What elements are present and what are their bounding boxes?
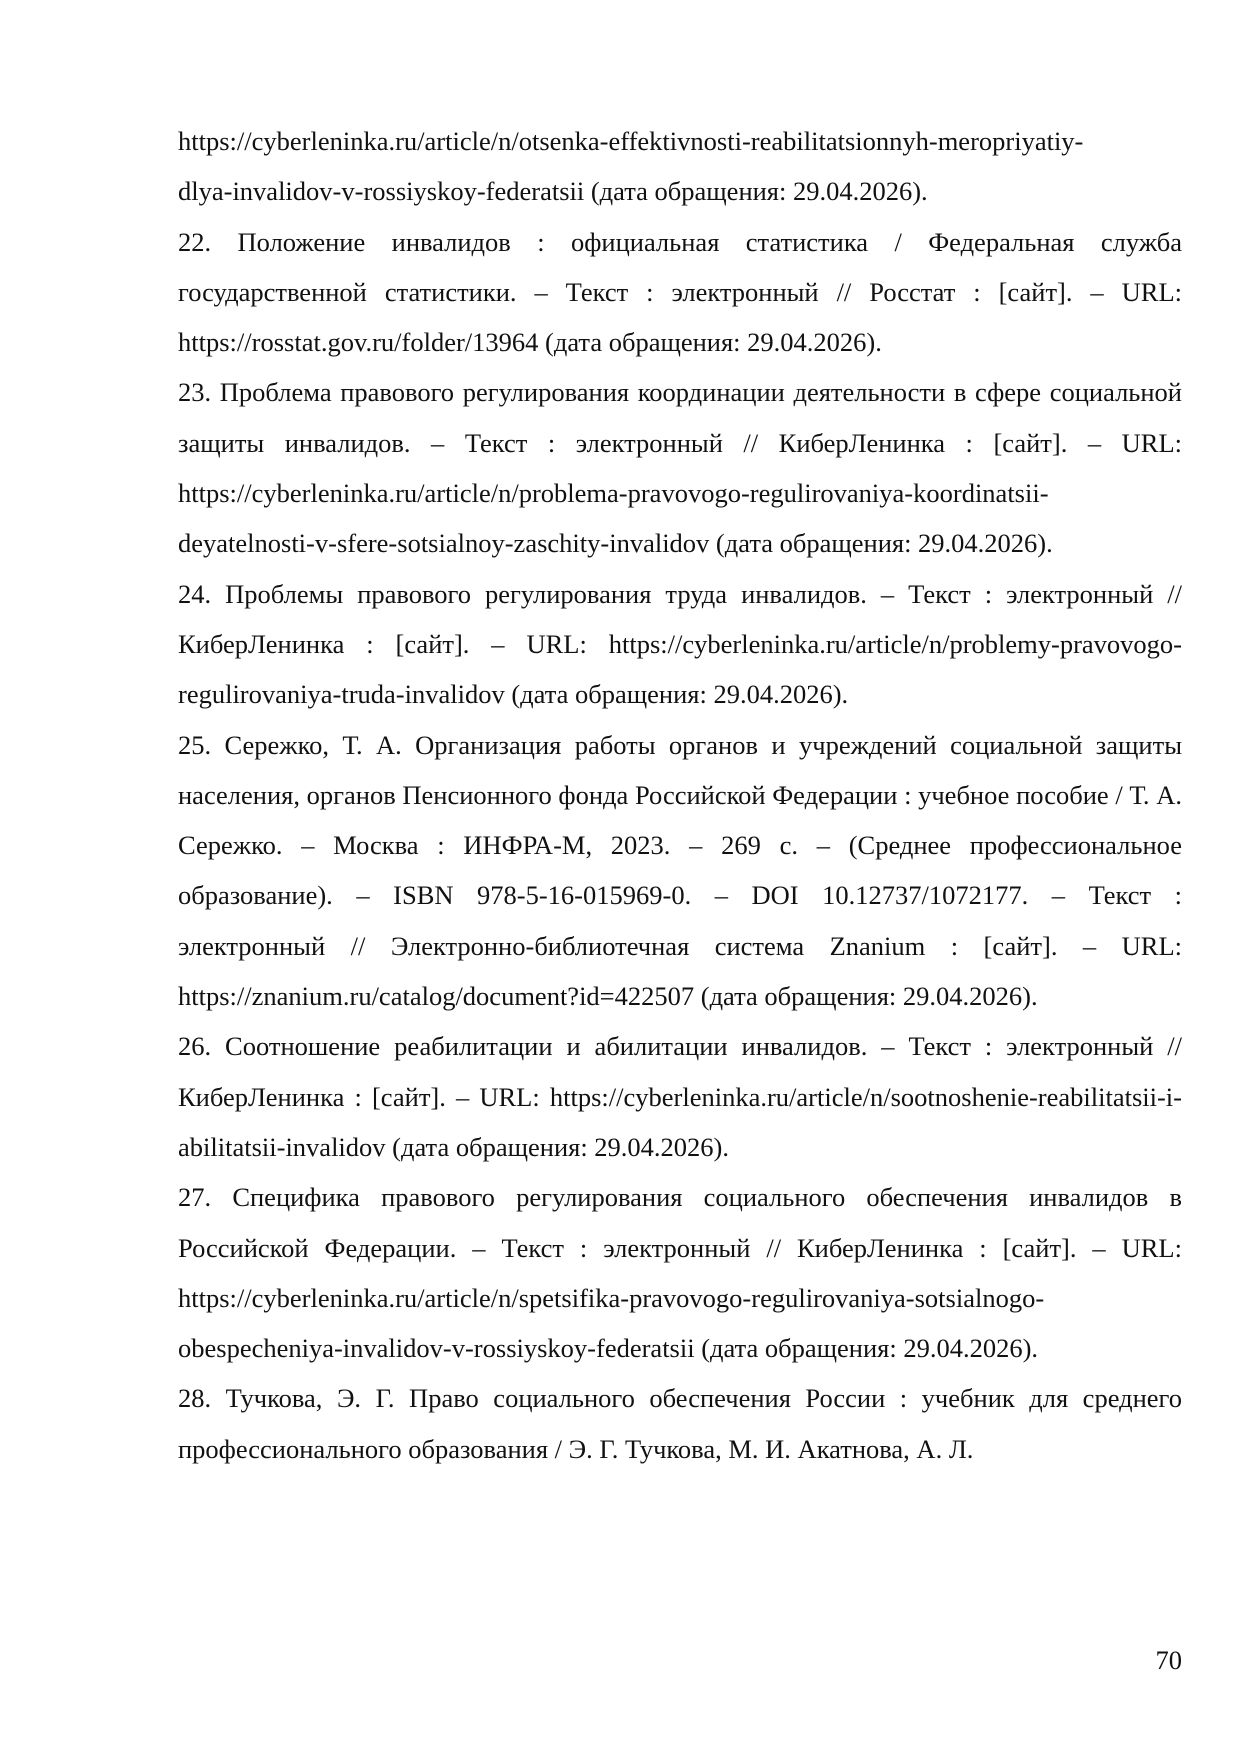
bibliography-entry-22: 22. Положение инвалидов : официальная статистика / Федеральная служба государственной статистики. – Текст : электронный // Росстат : [сайт]. – URL: https://rosstat.gov.ru/folder/13964 (дата обращения: 29.04.2026). [178,226,1182,358]
bibliography-entry-27: 27. Специфика правового регулирования социального обеспечения инвалидов в Российской Федерации. – Текст : электронный // КиберЛенинка : [сайт]. – URL: https://cyberleninka.ru/article/n/spetsifika-pravovogo-regulirovaniya-sotsialnogo-obespecheniya-invalidov-v-rossiyskoy-federatsii (дата обращения: 29.04.2026). [178,1182,1182,1364]
bibliography-entry-26: 26. Соотношение реабилитации и абилитации инвалидов. – Текст : электронный // КиберЛенинка : [сайт]. – URL: https://cyberleninka.ru/article/n/sootnoshenie-reabilitatsii-i-abilitatsii-invalidov (дата обращения: 29.04.2026). [178,1031,1182,1162]
bibliography-entry-23: 23. Проблема правового регулирования координации деятельности в сфере социальной защиты инвалидов. – Текст : электронный // КиберЛенинка : [сайт]. – URL: https://cyberleninka.ru/article/n/problema-pravovogo-regulirovaniya-koordinatsii-deyatelnosti-v-sfere-sotsialnoy-zaschity-invalidov (дата обращения: 29.04.2026). [178,377,1182,559]
bibliography-entry-25: 25. Сережко, Т. А. Организация работы органов и учреждений социальной защиты населения, органов Пенсионного фонда Российской Федерации : учебное пособие / Т. А. Сережко. – Москва : ИНФРА-М, 2023. – 269 с. – (Среднее профессиональное образование). – ISBN 978-5-16-015969-0. – DOI 10.12737/1072177. – Текст : электронный // Электронно-библиотечная система Znanium : [сайт]. – URL: https://znanium.ru/catalog/document?id=422507 (дата обращения: 29.04.2026). [178,729,1182,1012]
entry-line: dlya-invalidov-v-rossiyskoy-federatsii (дата обращения: 29.04.2026). [178,176,928,207]
page-number: 70 [1155,1645,1182,1675]
bibliography-entry-24: 24. Проблемы правового регулирования труда инвалидов. – Текст : электронный // КиберЛенинка : [сайт]. – URL: https://cyberleninka.ru/article/n/problemy-pravovogo-regulirovaniya-truda-invalidov (дата обращения: 29.04.2026). [178,578,1182,710]
bibliography-entry-28: 28. Тучкова, Э. Г. Право социального обеспечения России : учебник для среднего профессионального образования / Э. Г. Тучкова, М. И. Акатнова, А. Л. [178,1383,1182,1464]
bibliography-list [178,116,1182,1474]
bibliography-entry-21-continuation [178,116,1182,217]
entry-line: https://cyberleninka.ru/article/n/otsenka-effektivnosti-reabilitatsionnyh-meropriyatiy- [178,126,1084,156]
